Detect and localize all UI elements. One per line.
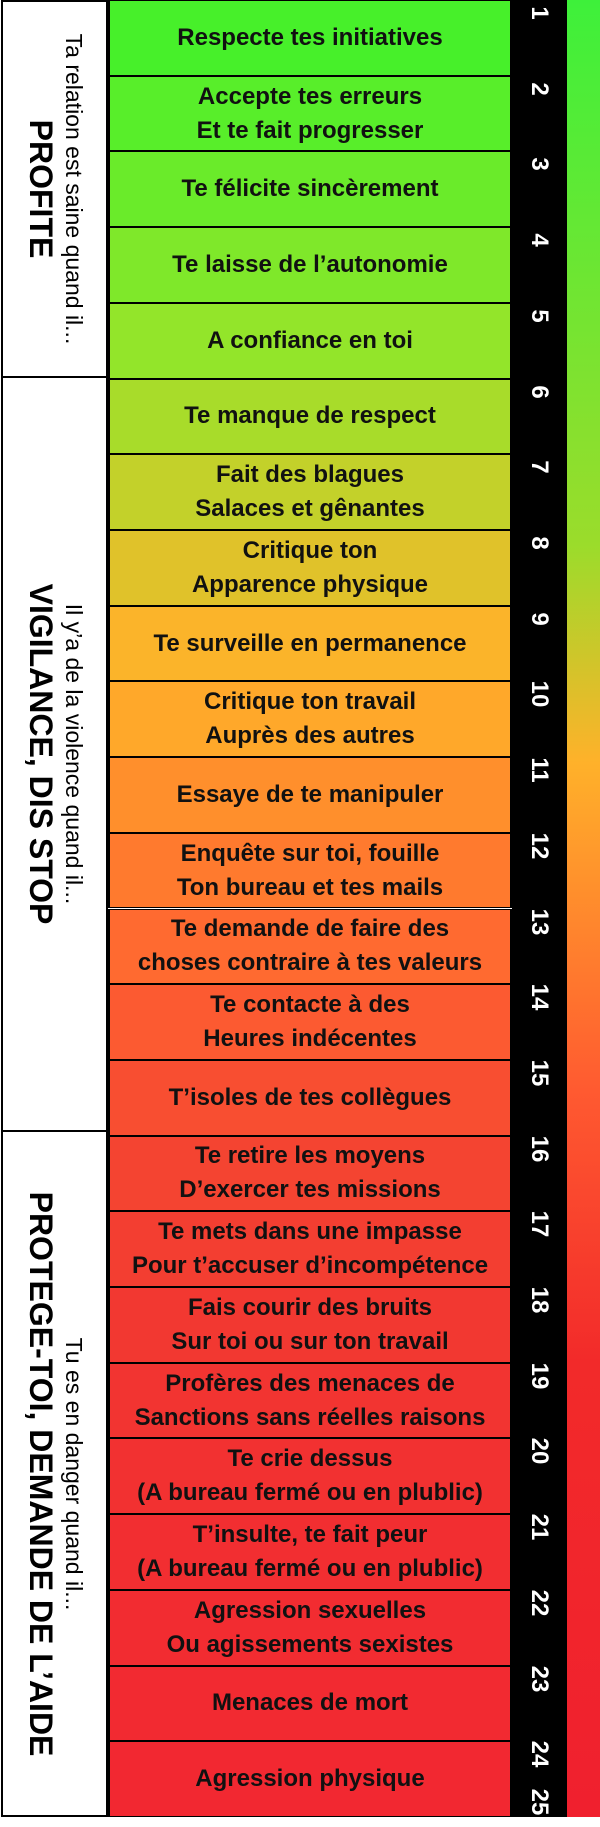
scale-item bbox=[108, 1590, 512, 1666]
scale-item-text: Te demande de faire des choses contraire à tes valeurs bbox=[137, 915, 483, 977]
scale-number: 11 bbox=[526, 757, 553, 783]
violence-scale-items bbox=[108, 0, 512, 1817]
zone-vigilance bbox=[1, 376, 108, 1132]
scale-item-text: Critique ton Apparence physique bbox=[191, 536, 429, 598]
scale-number: 22 bbox=[526, 1589, 553, 1617]
scale-number: 2 bbox=[526, 82, 553, 96]
scale-item-text: Menaces de mort bbox=[211, 1689, 409, 1717]
scale-number: 1 bbox=[526, 6, 553, 20]
scale-number: 5 bbox=[526, 309, 553, 323]
scale-item bbox=[108, 681, 512, 757]
scale-number: 19 bbox=[526, 1362, 553, 1390]
scale-item bbox=[108, 1211, 512, 1287]
scale-number: 10 bbox=[526, 681, 553, 708]
scale-item-text: Agression sexuelles Ou agissements sexistes bbox=[166, 1596, 454, 1658]
scale-item bbox=[108, 757, 512, 833]
scale-item bbox=[108, 1060, 512, 1136]
zone-title: PROFITE bbox=[22, 119, 59, 259]
scale-item-text: T’isoles de tes collègues bbox=[168, 1083, 452, 1111]
scale-item-text: Enquête sur toi, fouille Ton bureau et tes mails bbox=[176, 839, 444, 901]
scale-item bbox=[108, 1741, 512, 1817]
scale-item bbox=[108, 454, 512, 530]
scale-number: 13 bbox=[526, 908, 553, 935]
scale-item bbox=[108, 76, 512, 152]
scale-item bbox=[108, 833, 512, 909]
scale-number: 25 bbox=[526, 1788, 553, 1816]
scale-item bbox=[108, 1287, 512, 1363]
scale-item-text: T’insulte, te fait peur (A bureau fermé ou en plublic) bbox=[137, 1521, 483, 1582]
scale-number: 3 bbox=[526, 157, 553, 172]
scale-item bbox=[108, 909, 512, 985]
scale-number: 17 bbox=[526, 1210, 553, 1238]
scale-number: 21 bbox=[526, 1513, 553, 1541]
scale-item bbox=[108, 1666, 512, 1742]
scale-item bbox=[108, 379, 512, 455]
scale-item bbox=[108, 1438, 512, 1514]
zone-title: PROTEGE-TOI, DEMANDE DE L’AIDE bbox=[22, 1191, 59, 1756]
scale-number: 23 bbox=[526, 1665, 553, 1692]
scale-number: 12 bbox=[526, 832, 553, 860]
scale-item-text: Essaye de te manipuler bbox=[176, 780, 444, 808]
scale-number: 16 bbox=[526, 1135, 553, 1162]
scale-number: 7 bbox=[526, 460, 553, 474]
scale-item bbox=[108, 303, 512, 379]
scale-number: 4 bbox=[526, 233, 553, 247]
scale-number: 18 bbox=[526, 1286, 553, 1314]
scale-item-text: Te mets dans une impasse Pour t’accuser d’incompétence bbox=[131, 1218, 489, 1280]
zone-title: VIGILANCE, DIS STOP bbox=[22, 583, 59, 925]
scale-item-text: Accepte tes erreurs Et te fait progresser bbox=[196, 82, 424, 144]
zone-subtitle: Tu es en danger quand il... bbox=[60, 1337, 87, 1610]
scale-item-text: Fait des blagues Salaces et gênantes bbox=[195, 461, 425, 523]
scale-item bbox=[108, 984, 512, 1060]
scale-item-text: Te félicite sincèrement bbox=[181, 175, 439, 203]
scale-item bbox=[108, 606, 512, 682]
scale-item bbox=[108, 1136, 512, 1212]
scale-item bbox=[108, 0, 512, 76]
scale-number: 24 bbox=[526, 1740, 553, 1768]
zone-profite bbox=[1, 0, 108, 378]
scale-item bbox=[108, 151, 512, 227]
scale-item-text: Critique ton travail Auprès des autres bbox=[203, 688, 417, 750]
danger-gradient-bar bbox=[567, 0, 600, 1817]
scale-item bbox=[108, 530, 512, 606]
scale-number: 9 bbox=[526, 611, 553, 626]
scale-item-text: Profères des menaces de Sanctions sans réelles raisons bbox=[134, 1369, 486, 1431]
scale-item-text: Te laisse de l’autonomie bbox=[172, 250, 448, 278]
scale-item-text: Te crie dessus (A bureau fermé ou en plublic) bbox=[137, 1445, 483, 1507]
scale-number: 20 bbox=[526, 1438, 553, 1465]
scale-number: 6 bbox=[526, 384, 553, 399]
scale-item-text: Te manque de respect bbox=[184, 402, 436, 430]
scale-item bbox=[108, 1514, 512, 1590]
scale-number-bar bbox=[512, 0, 567, 1817]
scale-number: 14 bbox=[526, 983, 553, 1011]
scale-number: 15 bbox=[526, 1059, 553, 1087]
scale-item-text: Te retire les moyens D’exercer tes missions bbox=[179, 1142, 441, 1204]
scale-item-text: Fais courir des bruits Sur toi ou sur ton travail bbox=[171, 1293, 449, 1355]
scale-number: 8 bbox=[526, 536, 553, 550]
scale-item bbox=[108, 1363, 512, 1439]
zone-subtitle: Il y’a de la violence quand il... bbox=[60, 603, 87, 905]
scale-item-text: A confiance en toi bbox=[207, 326, 413, 354]
scale-item-text: Te contacte à des Heures indécentes bbox=[203, 991, 417, 1053]
scale-item-text: Agression physique bbox=[195, 1765, 425, 1793]
zone-subtitle: Ta relation est saine quand il... bbox=[60, 33, 87, 345]
scale-item-text: Te surveille en permanence bbox=[153, 629, 467, 657]
scale-item bbox=[108, 227, 512, 303]
zone-protege bbox=[1, 1130, 108, 1817]
scale-item-text: Respecte tes initiatives bbox=[177, 23, 443, 51]
